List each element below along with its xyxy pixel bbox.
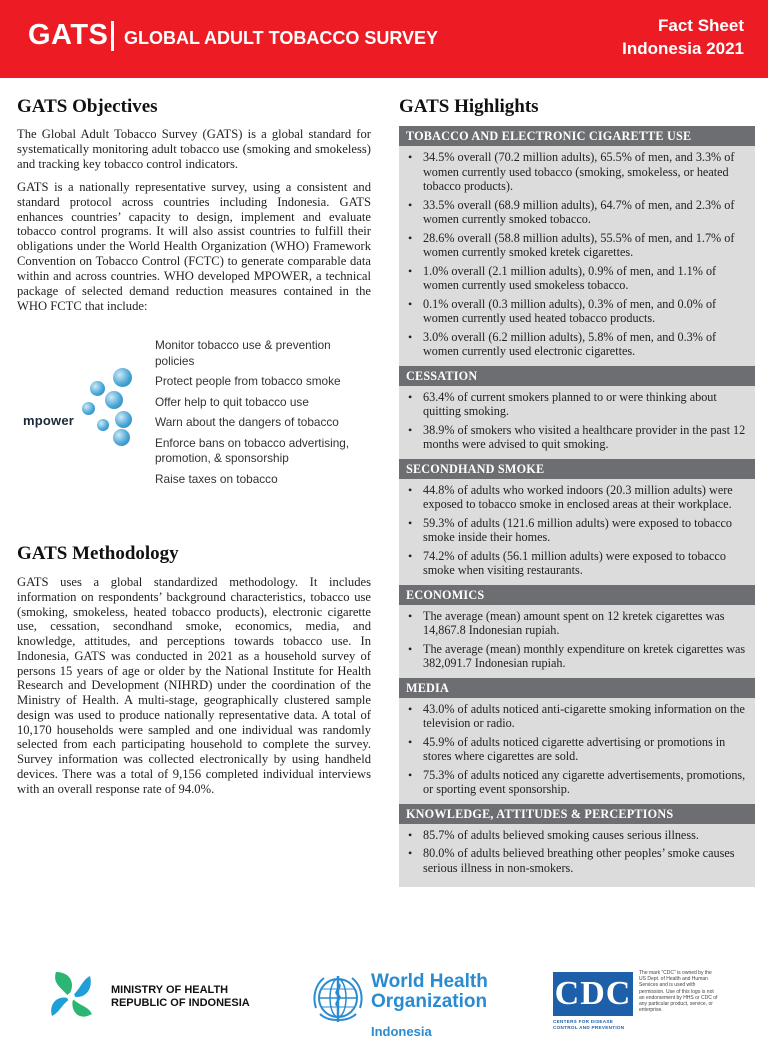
mpower-item: Protect people from tobacco smoke [155,374,341,388]
highlights-title: GATS Highlights [399,96,539,117]
list-item: • The average (mean) monthly expenditure on kretek cigarettes was 382,091.7 Indonesian rupiah. [406,642,747,671]
list-item: • The average (mean) amount spent on 12 kretek cigarettes was 14,867.8 Indonesian rupiah. [406,609,747,638]
cdc-full-name: CENTERS FOR DISEASE CONTROL AND PREVENTION [553,1019,625,1030]
who-country: Indonesia [371,1024,432,1039]
who-name [371,972,488,1012]
section-heading-economics: ECONOMICS [399,585,755,605]
list-item: • 33.5% overall (68.9 million adults), 64.7% of men, and 2.3% of women currently smoked tobacco. [406,198,747,227]
methodology-text: GATS uses a global standardized methodology. It includes information on respondents’ background characteristics, tobacco use (smoking, smokeless, heated tobacco products), electronic cigarette use, cessation, secondhand smoke, economics, media, and knowledge, attitudes, and perceptions towards tobacco use. In Indonesia, GATS was conducted in 2021 as a household survey of persons 15 years of age or older by the National Institute for Health Research and Development (NIHRD) under the coordination of the Ministry of Health. A multi-stage, geographically clustered sample design was used to produce nationally representative data. A total of 10,170 households were sampled and one individual was randomly selected from each participating household to complete the survey. Survey information was collected electronically by using handheld devices. There was a total of 9,156 completed individual interviews with an overall response rate of 94.0%. [17,575,371,796]
section-heading-secondhand-smoke: SECONDHAND SMOKE [399,459,755,479]
section-heading-tobacco-use: TOBACCO AND ELECTRONIC CIGARETTE USE [399,126,755,146]
list-item: • 59.3% of adults (121.6 million adults) were exposed to tobacco smoke inside their homes. [406,516,747,545]
methodology-title: GATS Methodology [17,543,179,564]
objectives-paragraph: The Global Adult Tobacco Survey (GATS) is a global standard for systematically monitoring adult tobacco use (smoking and smokeless) and tracking key tobacco control indicators. [17,127,371,171]
list-item: • 0.1% overall (0.3 million adults), 0.3% of men, and 0.0% of women currently used heated tobacco products. [406,297,747,326]
objectives-section [17,96,371,322]
cdc-disclaimer: The mark “CDC” is owned by the US Dept. of Health and Human Services and is used with permission. Use of this logo is not an endorsement by HHS or CDC of any particular product, service, or enterprise. [639,970,718,1014]
mpower-item: Monitor tobacco use & prevention policies [155,338,331,368]
section-heading-knowledge: KNOWLEDGE, ATTITUDES & PERCEPTIONS [399,804,755,824]
mpower-bubble [113,368,132,387]
highlights-section [399,96,755,887]
list-item: • 28.6% overall (58.8 million adults), 55.5% of men, and 1.7% of women currently smoked kretek cigarettes. [406,231,747,260]
header-doc-info [622,14,744,60]
objectives-title: GATS Objectives [17,96,158,117]
mpower-item: Warn about the dangers of tobacco [155,415,339,429]
header-divider [111,21,114,51]
who-line: Organization [371,991,488,1012]
list-item: • 85.7% of adults believed smoking causes serious illness. [406,828,747,843]
mpower-bubble [97,419,109,431]
doc-type: Fact Sheet [658,16,744,35]
tobacco-use-list [399,146,755,366]
knowledge-list [399,824,755,888]
footer-logos [0,960,768,1050]
moh-line: REPUBLIC OF INDONESIA [111,997,250,1009]
moh-line: MINISTRY OF HEALTH [111,984,229,996]
list-item: • 34.5% overall (70.2 million adults), 65.5% of men, and 3.3% of women currently used tobacco (smoking, smokeless, or heated tobacco products). [406,150,747,194]
economics-list [399,605,755,678]
list-item: • 45.9% of adults noticed cigarette advertising or promotions in stores where cigarettes are sold. [406,735,747,764]
gats-logo: GATS [28,19,109,51]
section-heading-cessation: CESSATION [399,366,755,386]
ministry-of-health-text [111,984,250,1010]
list-item: • 80.0% of adults believed breathing other peoples’ smoke causes serious illness in non-smokers. [406,846,747,875]
list-item: • 43.0% of adults noticed anti-cigarette smoking information on the television or radio. [406,702,747,731]
mpower-item: Enforce bans on tobacco advertising, promotion, & sponsorship [155,435,350,465]
secondhand-smoke-list [399,479,755,585]
section-heading-media: MEDIA [399,678,755,698]
mpower-bubble [90,381,105,396]
who-line: World Health [371,971,488,992]
media-list [399,698,755,804]
header-banner [0,0,768,78]
country-year: Indonesia 2021 [622,39,744,58]
cdc-logo: CDC [553,972,633,1016]
mpower-logo-text: mpower [23,413,75,428]
objectives-paragraph: GATS is a nationally representative survey, using a consistent and standard protocol across countries including Indonesia. GATS enhances countries’ capacity to design, implement and evaluate tobacco control programs. It will also assist countries to fulfill their obligations under the World Health Organization (WHO) Framework Convention on Tobacco Control (FCTC) to generate comparable data within and across countries. WHO developed MPOWER, a technical package of selected demand reduction measures contained in the WHO FCTC that include: [17,179,371,313]
ministry-of-health-logo [42,966,104,1028]
list-item: • 1.0% overall (2.1 million adults), 0.9% of men, and 1.1% of women currently used smokeless tobacco. [406,264,747,293]
methodology-section [17,543,371,796]
mpower-item: Offer help to quit tobacco use [155,394,309,409]
mpower-bubble [113,429,130,446]
cessation-list [399,386,755,459]
mpower-item: Raise taxes on tobacco [155,471,278,486]
mpower-bubble [115,411,132,428]
list-item: • 44.8% of adults who worked indoors (20.3 million adults) were exposed to tobacco smoke in enclosed areas at their workplace. [406,483,747,512]
mpower-bubble [105,391,123,409]
list-item: • 3.0% overall (6.2 million adults), 5.8% of men, and 0.3% of women currently used electronic cigarettes. [406,330,747,359]
list-item: • 63.4% of current smokers planned to or were thinking about quitting smoking. [406,390,747,419]
list-item: • 75.3% of adults noticed any cigarette advertisements, promotions, or sporting event sponsorship. [406,768,747,797]
who-emblem-icon [308,968,368,1028]
list-item: • 38.9% of smokers who visited a healthcare provider in the past 12 months were advised to quit smoking. [406,423,747,452]
mpower-bubble [82,402,95,415]
survey-name: GLOBAL ADULT TOBACCO SURVEY [124,28,439,48]
mpower-list [155,338,371,492]
list-item: • 74.2% of adults (56.1 million adults) were exposed to tobacco smoke when visiting restaurants. [406,549,747,578]
highlights-panel [399,126,755,887]
mpower-graphic [17,334,371,504]
